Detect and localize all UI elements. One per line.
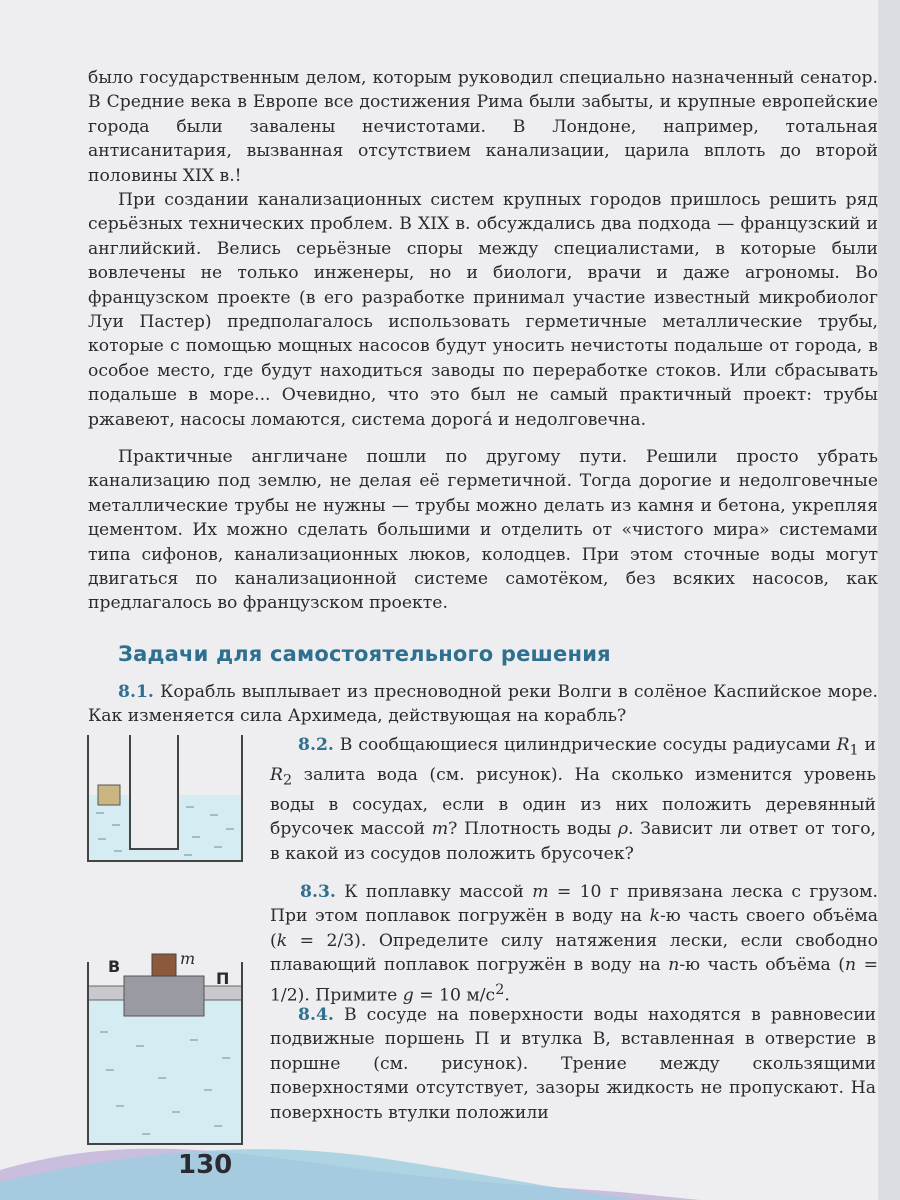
figure-piston-sleeve bbox=[86, 948, 246, 1146]
task-number: 8.3. bbox=[300, 882, 336, 902]
task-text: Корабль выплывает из пресноводной реки Волги в солёное Каспийское море. Как изменяется сила Архимеда, действующая на корабль? bbox=[88, 682, 879, 727]
task-8-3: 8.3. К поплавку массой m = 10 г привязана леска с грузом. При этом поплавок погружён в воду на k-ю часть своего объёма (k = 2/3). Определите силу натяжения лески, если свободно плавающий поплавок погружён в воду на n-ю часть объёма (n = 1/2). Примите g = 10 $м/с^2$. bbox=[88, 880, 878, 1080]
task-8-2: 8.2. В сообщающиеся цилиндрические сосуды радиусами $R_1$ и $R_2$ залита вода (см. рисунок). На сколько изменится уровень воды в сосудах, если в один из них положить деревянный брусочек массой m? Плотность воды ρ. Зависит ли ответ от того, в какой из сосудов положить брусочек? bbox=[270, 735, 877, 864]
paragraph-3: Практичные англичане пошли по другому пути. Решили просто убрать канализацию под землю, не делая её герметичной. Тогда дорогие и недолговечные металлические трубы не нужны — трубы можно делать из камня и бетона, укрепляя цементом. Их можно сделать большими и отделить от «чистого мира» системами типа сифонов, канализационных люков, колодцев. При этом сточные воды могут двигаться по канализационной системе самотёком, без всяких насосов, как предлагалось во французском проекте. bbox=[88, 447, 878, 614]
task-8-4 bbox=[270, 1003, 876, 1125]
task-number: 8.1. bbox=[118, 682, 154, 702]
label-b: В bbox=[108, 957, 121, 976]
paragraph-1: было государственным делом, которым руководил специально назначенный сенатор. В Средние века в Европе все достижения Рима были забыты, и крупные европейские города были завалены нечистотами. В Лондоне, например, тотальная антисанитария, вызванная отсутствием канализации, царила вплоть до второй половины XIX в.! bbox=[88, 68, 878, 186]
label-p: П bbox=[216, 969, 230, 988]
page-number: 130 bbox=[178, 1150, 233, 1180]
task-number: 8.4. bbox=[298, 1005, 334, 1025]
task-8-1 bbox=[88, 680, 878, 729]
paragraph-2: При создании канализационных систем крупных городов пришлось решить ряд серьёзных технических проблем. В XIX в. обсуждались два подхода — французский и английский. Велись серьёзные споры между специалистами, в которые были вовлечены не только инженеры, но и биологи, врачи и даже агрономы. Во французском проекте (в его разработке принимал участие известный микробиолог Луи Пастер) предполагалось использовать герметичные металлические трубы, которые с помощью мощных насосов будут уносить нечистоты подальше от города, в особое место, где будут находиться заводы по переработке стоков. Или сбрасывать подальше в море... Очевидно, что это был не самый практичный проект: трубы ржавеют, насосы ломаются, система дорога́ и недолговечна. bbox=[88, 190, 878, 430]
figure-communicating-vessels bbox=[86, 733, 246, 865]
task-number: 8.2. bbox=[298, 735, 334, 755]
section-title: Задачи для самостоятельного решения bbox=[118, 642, 611, 666]
label-m: m bbox=[180, 949, 196, 968]
task-text: В сосуде на поверхности воды находятся в равновесии подвижные поршень П и втулка В, вставленная в отверстие в поршне (см. рисунок). Трение между скользящими поверхностями отсутствует, зазоры жидкость не пропускают. На поверхность втулки положили bbox=[270, 1005, 876, 1123]
